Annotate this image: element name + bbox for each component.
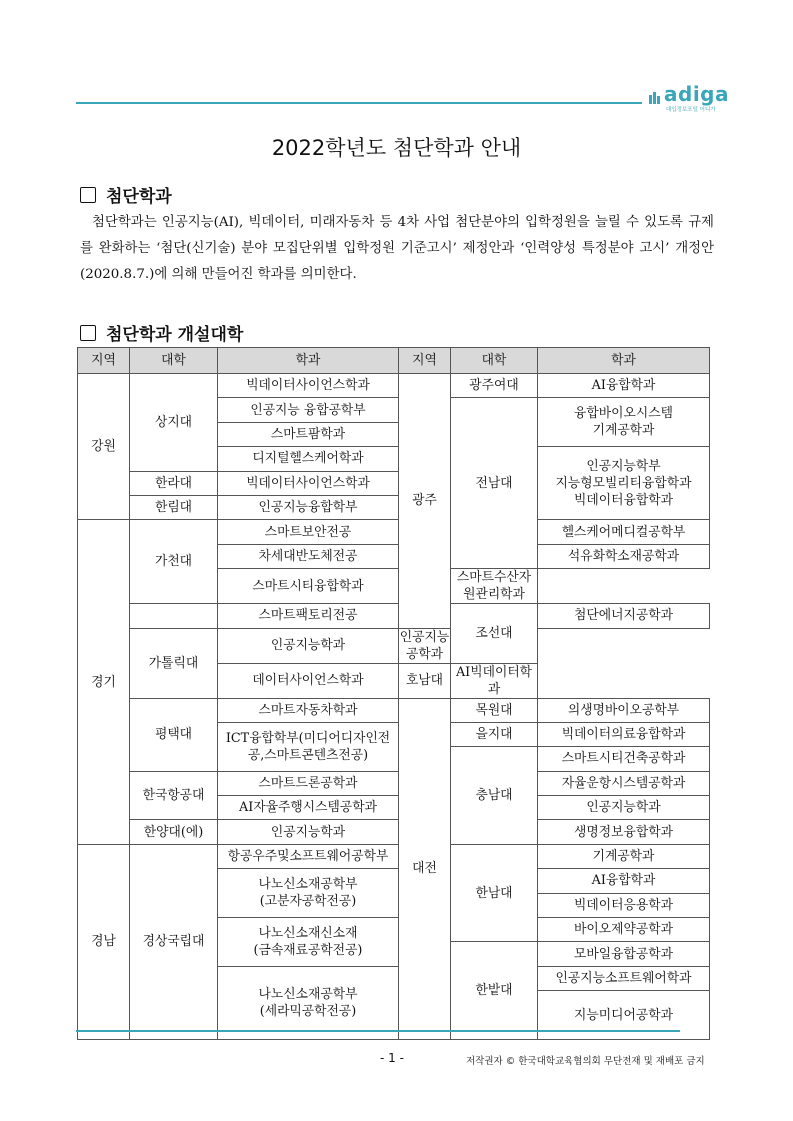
region-cell: 광주 (399, 374, 451, 629)
department-cell: 기계공학과 (538, 844, 710, 868)
universities-table (77, 347, 710, 1040)
department-cell: 인공지능 융합공학부 (218, 398, 399, 422)
department-cell: 데이터사이언스학과 (218, 663, 399, 698)
department-cell: 디지털헬스케어학과 (218, 447, 399, 471)
department-cell: 나노신소재공학부 (고분자공학전공) (218, 869, 399, 918)
department-cell: 스마트수산자원관리학과 (451, 569, 538, 604)
department-cell: 자율운항시스템공학과 (538, 771, 710, 795)
university-cell: 목원대 (451, 698, 538, 722)
region-cell: 경기 (78, 520, 130, 845)
department-cell: 나노신소재공학부 (세라믹공학전공) (218, 966, 399, 1039)
table-header-row (78, 348, 710, 374)
department-cell: 빅데이터사이언스학과 (218, 471, 399, 495)
university-cell: 을지대 (451, 722, 538, 746)
page-number: - 1 - (380, 1051, 404, 1065)
university-cell: 한국항공대 (130, 771, 218, 820)
university-cell: 호남대 (399, 663, 451, 698)
copyright-notice: 저작권자 © 한국대학교육협의회 무단전재 및 재배포 금지 (466, 1056, 705, 1067)
university-cell: 평택대 (130, 698, 218, 771)
department-cell: 항공우주및소프트웨어공학부 (218, 844, 399, 868)
university-cell: 한양대(에) (130, 820, 218, 844)
header-region: 지역 (399, 348, 451, 374)
department-cell: 스마트시티융합학과 (218, 569, 399, 604)
department-cell: 빅데이터의료융합학과 (538, 722, 710, 746)
department-cell: AI융합학과 (538, 374, 710, 398)
region-cell: 대전 (399, 698, 451, 1039)
department-cell: 인공지능융합학부 (218, 495, 399, 519)
department-cell: 석유화학소재공학과 (538, 544, 710, 568)
department-cell: 생명정보융합학과 (538, 820, 710, 844)
logo-text: adiga (664, 82, 729, 106)
department-cell: 인공지능공학과 (399, 629, 450, 662)
department-cell: 스마트팩토리전공 (218, 604, 399, 628)
department-cell: 융합바이오시스템 기계공학과 (538, 398, 710, 447)
header-region: 지역 (78, 348, 130, 374)
adiga-logo[interactable] (648, 82, 728, 112)
department-cell: 스마트보안전공 (218, 520, 399, 544)
university-cell: 광주여대 (451, 374, 538, 398)
department-cell: 빅데이터사이언스학과 (218, 374, 399, 398)
department-cell: 인공지능학과 (218, 628, 399, 663)
university-cell: 경상국립대 (130, 844, 218, 1039)
department-cell: 스마트드론공학과 (218, 771, 399, 795)
page-title: 2022학년도 첨단학과 안내 (271, 136, 522, 160)
university-cell: 충남대 (451, 747, 538, 845)
department-cell: 스마트자동차학과 (218, 698, 399, 722)
university-cell (130, 604, 218, 628)
university-cell: 한라대 (130, 471, 218, 495)
intro-paragraph: 첨단학과는 인공지능(AI), 빅데이터, 미래자동차 등 4차 사업 첨단분야의 입학정원을 늘릴 수 있도록 규제를 완화하는 ‘첨단(신기술) 분야 모집단위별 입학정원 기준고시’ 제정안과 ‘인력양성 특정분야 고시’ 개정안(2020.8.7.)에 의해 만들어진 학과를 의미한다. (80, 215, 714, 282)
university-cell: 가톨릭대 (130, 628, 218, 698)
department-cell: 첨단에너지공학과 (538, 604, 710, 628)
department-cell: 차세대반도체전공 (218, 544, 399, 568)
university-cell: 한림대 (130, 495, 218, 519)
university-cell: 가천대 (130, 520, 218, 604)
university-cell: 한밭대 (451, 942, 538, 1040)
department-cell: 인공지능학부 지능형모빌리티융합학과 빅데이터융합학과 (538, 447, 710, 520)
department-cell: AI융합학과 (538, 869, 710, 893)
department-cell: 인공지능학과 (538, 796, 710, 820)
department-cell: 바이오제약공학과 (538, 918, 710, 942)
department-cell: 나노신소재신소재 (금속재료공학전공) (218, 918, 399, 967)
department-cell: 빅데이터응용학과 (538, 893, 710, 917)
header-university: 대학 (451, 348, 538, 374)
footer-rule (76, 1030, 680, 1032)
checkbox-square-icon (80, 187, 96, 203)
header-department: 학과 (218, 348, 399, 374)
department-cell: 의생명바이오공학부 (538, 698, 710, 722)
department-cell: 스마트팜학과 (218, 422, 399, 446)
department-cell: 스마트시티건축공학과 (538, 747, 710, 771)
department-cell: AI자율주행시스템공학과 (218, 796, 399, 820)
header-rule (76, 102, 642, 104)
department-cell: 모바일융합공학과 (538, 942, 710, 966)
section-heading-advanced-dept: 첨단학과 (80, 182, 172, 207)
department-cell: 헬스케어메디컬공학부 (538, 520, 710, 544)
header-department: 학과 (538, 348, 710, 374)
department-cell: 인공지능소프트웨어학과 (538, 966, 710, 990)
university-cell: 상지대 (130, 374, 218, 472)
checkbox-square-icon (80, 325, 96, 341)
department-cell: 인공지능학과 (218, 820, 399, 844)
university-cell: 전남대 (451, 398, 538, 569)
university-cell: 한남대 (451, 844, 538, 942)
logo-subtitle: 대입정보포털 어디가 (666, 107, 716, 113)
department-cell: ICT융합학부(미디어디자인전 공,스마트콘텐츠전공) (218, 722, 399, 771)
department-cell: AI빅데이터학과 (451, 663, 538, 698)
building-icon (648, 90, 662, 104)
region-cell: 강원 (78, 374, 130, 520)
region-cell: 경남 (78, 844, 130, 1039)
header-university: 대학 (130, 348, 218, 374)
department-cell: 지능미디어공학과 (538, 991, 710, 1040)
section-heading-universities: 첨단학과 개설대학 (80, 320, 243, 345)
university-cell: 조선대 (451, 604, 538, 663)
